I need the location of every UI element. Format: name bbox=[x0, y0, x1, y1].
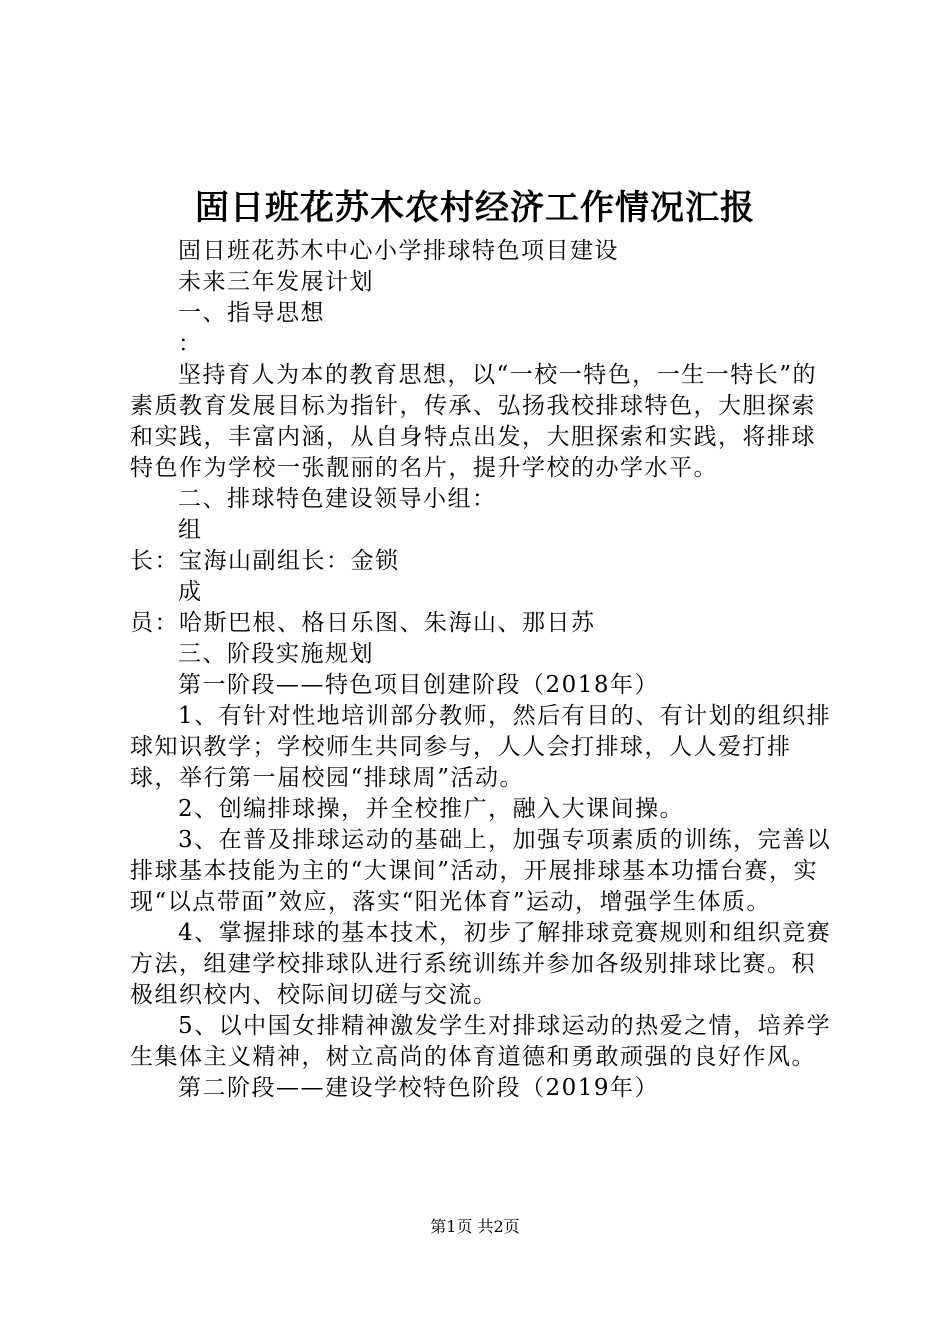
paragraph-group-leaders: 长：宝海山副组长：金锁 bbox=[130, 548, 400, 574]
paragraph-member-label: 成 bbox=[178, 579, 203, 605]
paragraph-guiding-thought: 坚持育人为本的教育思想，以“一校一特色，一生一特长”的素质教育发展目标为指针，传承、弘扬我校排球特色，大胆探索和实践，丰富内涵，从自身特点出发，大胆探索和实践，将排球特色作为学校一张靓丽的名片，提升学校的办学水平。 bbox=[130, 362, 818, 481]
paragraph-subtitle-1: 固日班花苏木中心小学排球特色项目建设 bbox=[178, 238, 619, 264]
paragraph-members: 员：哈斯巴根、格日乐图、朱海山、那日苏 bbox=[130, 610, 596, 636]
heading-implementation-plan: 三、阶段实施规划 bbox=[178, 641, 374, 667]
heading-leadership-group: 二、排球特色建设领导小组： bbox=[178, 486, 497, 512]
paragraph-colon: ： bbox=[178, 331, 203, 357]
list-item: 5、以中国女排精神激发学生对排球运动的热爱之情，培养学生集体主义精神，树立高尚的体育道德和勇敢顽强的良好作风。 bbox=[130, 1013, 832, 1070]
document-title: 固日班花苏木农村经济工作情况汇报 bbox=[195, 188, 755, 228]
list-item: 1、有针对性地培训部分教师，然后有目的、有计划的组织排球知识教学；学校师生共同参与，人人会打排球，人人爱打排球，举行第一届校园“排球周”活动。 bbox=[130, 703, 832, 791]
page-number: 第1页 共2页 bbox=[430, 1217, 520, 1236]
heading-stage-two: 第二阶段——建设学校特色阶段（2019年） bbox=[178, 1075, 660, 1101]
heading-stage-one: 第一阶段——特色项目创建阶段（2018年） bbox=[178, 672, 660, 698]
heading-guiding-thought: 一、指导思想 bbox=[178, 300, 325, 326]
list-item: 4、掌握排球的基本技术，初步了解排球竞赛规则和组织竞赛方法，组建学校排球队进行系统训练并参加各级别排球比赛。积极组织校内、校际间切磋与交流。 bbox=[130, 920, 832, 1008]
paragraph-group-label: 组 bbox=[178, 517, 203, 543]
paragraph-subtitle-2: 未来三年发展计划 bbox=[178, 269, 374, 295]
document-body bbox=[130, 236, 836, 1104]
list-item: 3、在普及排球运动的基础上，加强专项素质的训练，完善以排球基本技能为主的“大课间”活动，开展排球基本功擂台赛，实现“以点带面”效应，落实“阳光体育”运动，增强学生体质。 bbox=[130, 827, 832, 915]
list-item: 2、创编排球操，并全校推广，融入大课间操。 bbox=[178, 796, 685, 822]
